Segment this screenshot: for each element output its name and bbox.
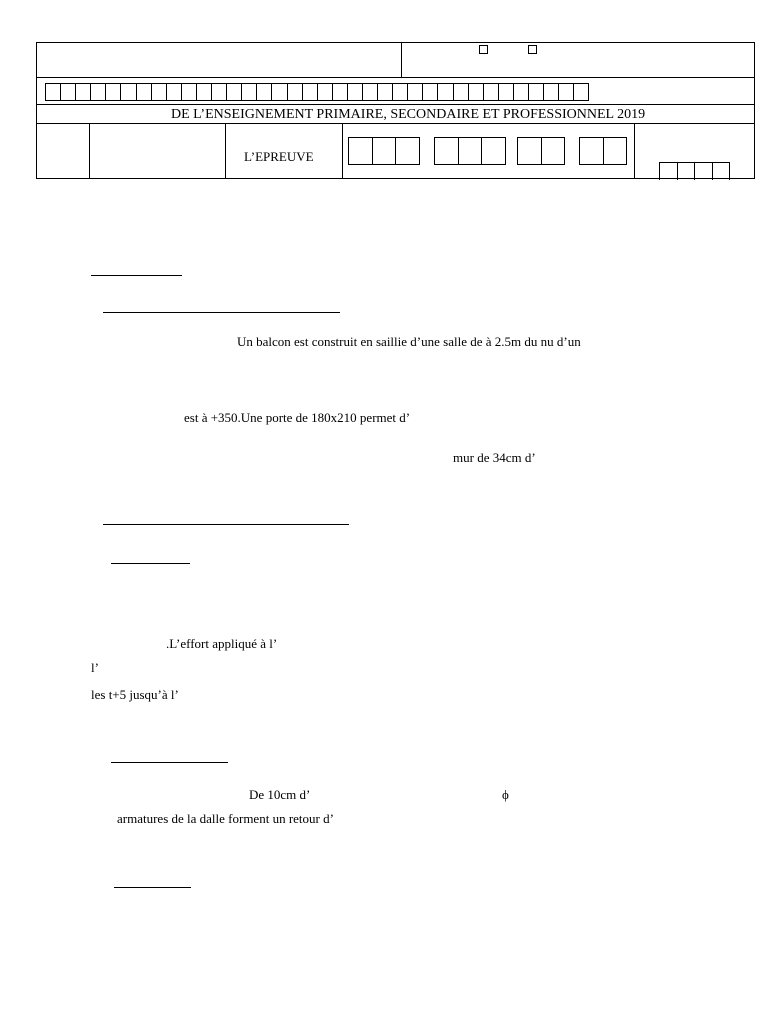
header-row-title [37,105,754,124]
exam-header-table [36,42,755,179]
header-divider [401,43,402,78]
heading-underline-4 [111,563,190,564]
code-boxes-4 [579,137,627,165]
text-line-1: Un balcon est construit en saillie d’une salle de à 2.5m du nu d’un [237,334,581,349]
code-boxes-2 [434,137,506,165]
col-sep-4 [634,124,635,179]
heading-underline-5 [111,762,228,763]
code-boxes-5 [659,162,730,180]
heading-underline-6 [114,887,191,888]
header-row-top [37,43,754,78]
text-line-3: mur de 34cm d’ [453,450,536,465]
text-line-2: est à +350.Une porte de 180x210 permet d’ [184,410,411,425]
code-boxes-1 [348,137,420,165]
phi-symbol: ϕ [502,787,509,802]
col-sep-1 [89,124,90,179]
exam-title: DE L’ENSEIGNEMENT PRIMAIRE, SECONDAIRE ET PROFESSIONNEL 2019 [171,107,646,122]
text-line-7: De 10cm d’ [249,787,311,802]
text-line-8: armatures de la dalle forment un retour d’ [117,811,334,826]
code-boxes-3 [517,137,565,165]
candidate-number-boxes [45,83,589,101]
checkbox-left[interactable] [479,45,488,54]
header-row-bottom [37,124,754,179]
text-line-4: .L’effort appliqué à l’ [166,636,278,651]
col-sep-3 [342,124,343,179]
heading-underline-3 [103,524,349,525]
text-line-6: les t+5 jusqu’à l’ [91,687,179,702]
col-sep-2 [225,124,226,179]
checkbox-right[interactable] [528,45,537,54]
heading-underline-2 [103,312,340,313]
epreuve-label: L’EPREUVE [244,149,314,164]
header-row-cells [37,78,754,105]
text-line-5: l’ [91,660,99,675]
heading-underline-1 [91,275,182,276]
